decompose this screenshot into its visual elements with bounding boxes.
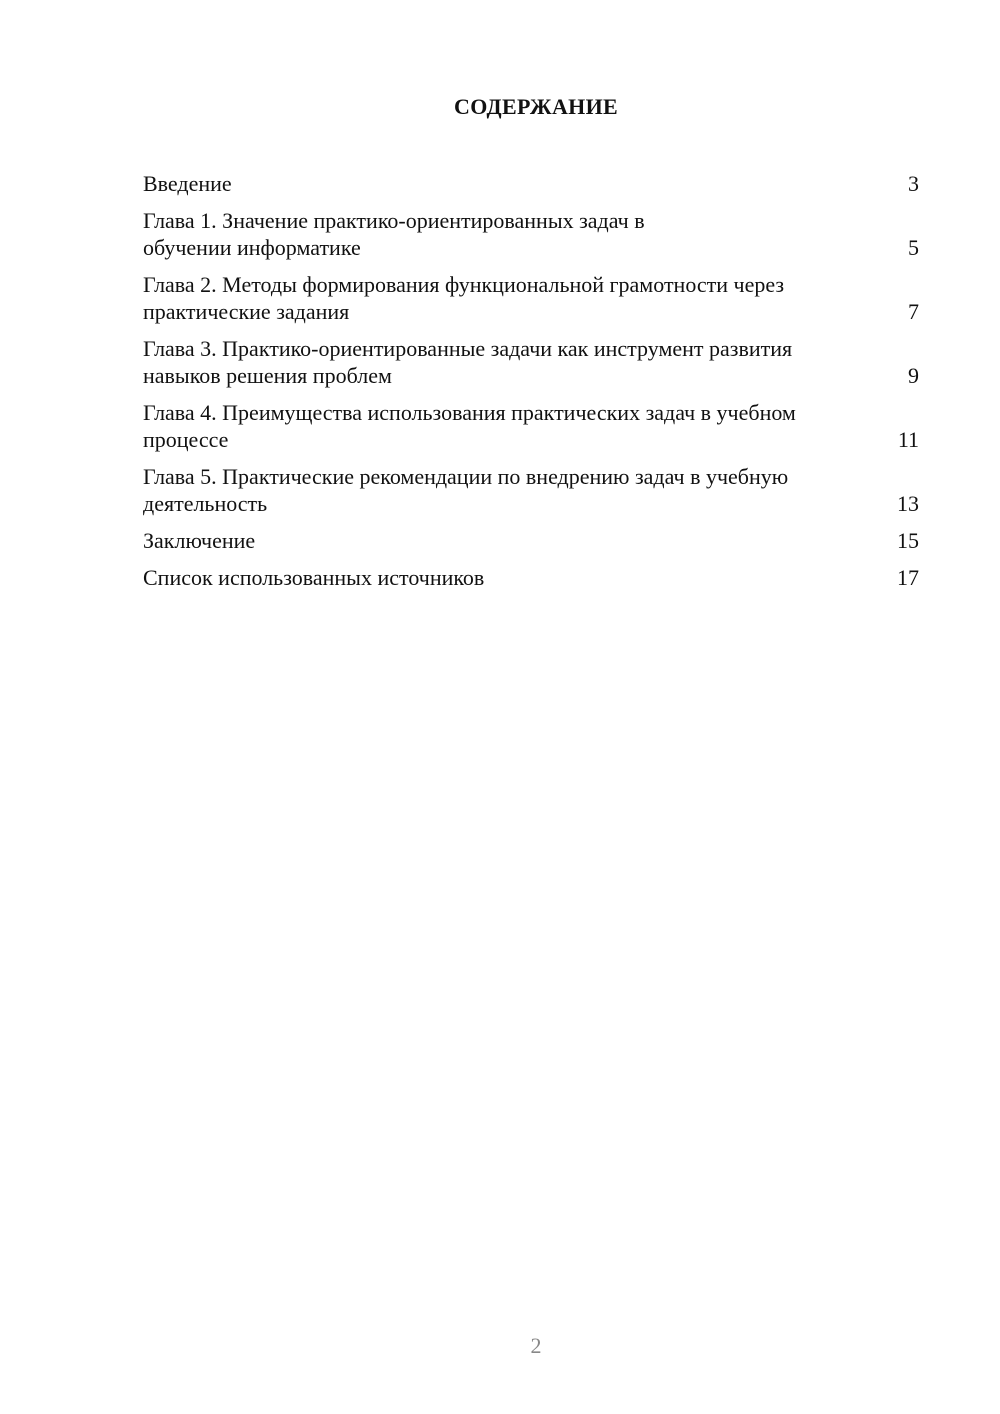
toc-entry-text: Глава 3. Практико-ориентированные задачи как инструмент развития навыков решения проблем <box>143 336 793 388</box>
toc-entry-page: 15 <box>897 528 919 553</box>
toc-entry-text: Список использованных источников <box>143 565 485 590</box>
toc-entry-references[interactable] <box>143 564 919 591</box>
toc-entry-text: Заключение <box>143 528 256 553</box>
toc-entry-chapter-5[interactable] <box>143 463 919 517</box>
toc-entry-page: 11 <box>897 427 919 452</box>
toc-entry-page: 7 <box>908 299 919 324</box>
toc-entry-chapter-4[interactable] <box>143 399 919 453</box>
page-number: 2 <box>530 1333 542 1358</box>
toc-entry-text: Глава 4. Преимущества использования практических задач в учебном процессе <box>143 400 796 452</box>
toc-entry-chapter-3[interactable] <box>143 335 919 389</box>
toc-entry-text: Глава 2. Методы формирования функциональной грамотности через практические задания <box>143 272 785 324</box>
toc-entry-page: 13 <box>897 491 919 516</box>
toc-entry-text: Глава 5. Практические рекомендации по внедрению задач в учебную деятельность <box>143 464 789 516</box>
toc-entry-page: 3 <box>908 171 919 196</box>
toc-entry-text: Введение <box>143 171 232 196</box>
toc-title: СОДЕРЖАНИЕ <box>454 94 618 119</box>
toc-entry-text: Глава 1. Значение практико-ориентированных задач в обучении информатике <box>143 208 645 260</box>
toc-entry-chapter-1[interactable] <box>143 207 919 261</box>
toc-entry-page: 5 <box>908 235 919 260</box>
toc-entry-chapter-2[interactable] <box>143 271 919 325</box>
toc-entry-page: 17 <box>897 565 919 590</box>
toc-entry-introduction[interactable] <box>143 170 919 197</box>
toc-entry-page: 9 <box>908 363 919 388</box>
table-of-contents <box>143 170 919 601</box>
toc-entry-conclusion[interactable] <box>143 527 919 554</box>
